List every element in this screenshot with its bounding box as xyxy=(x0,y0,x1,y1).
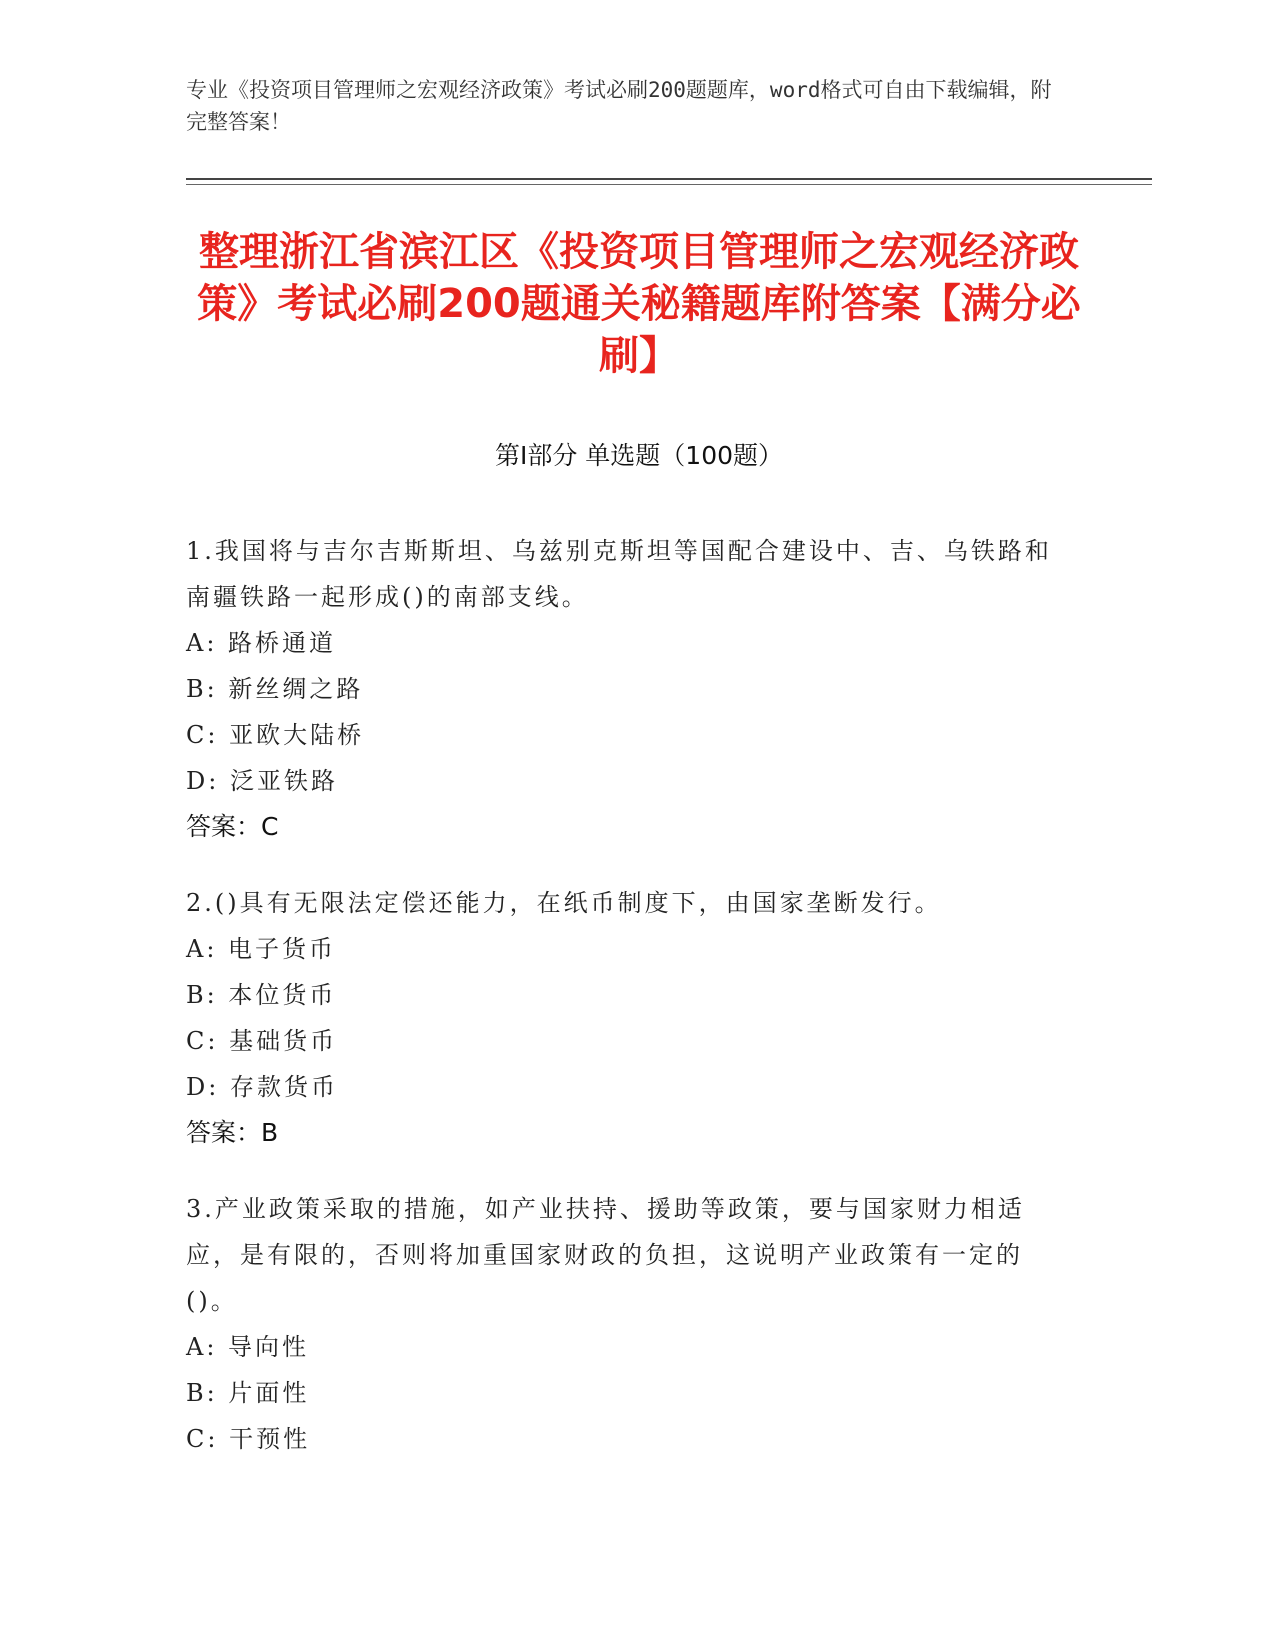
option-c: C: 干预性 xyxy=(186,1425,311,1453)
option-b: B: 新丝绸之路 xyxy=(186,675,364,703)
option-b: B: 片面性 xyxy=(186,1379,310,1407)
question-3 xyxy=(186,1186,1066,1462)
option-a: A: 路桥通道 xyxy=(186,629,337,657)
question-1 xyxy=(186,528,1066,850)
question-stem: 1.我国将与吉尔吉斯斯坦、乌兹别克斯坦等国配合建设中、吉、乌铁路和南疆铁路一起形成()的南部支线。 xyxy=(186,537,1052,611)
answer: 答案：B xyxy=(186,1118,279,1147)
answer: 答案：C xyxy=(186,812,279,841)
option-a: A: 电子货币 xyxy=(186,935,337,963)
question-stem: 3.产业政策采取的措施，如产业扶持、援助等政策，要与国家财力相适应，是有限的，否则将加重国家财政的负担，这说明产业政策有一定的()。 xyxy=(186,1195,1025,1315)
option-c: C: 基础货币 xyxy=(186,1027,338,1055)
option-d: D: 泛亚铁路 xyxy=(186,767,338,795)
header-divider-thick xyxy=(186,178,1152,180)
document-title: 整理浙江省滨江区《投资项目管理师之宏观经济政策》考试必刷200题通关秘籍题库附答案【满分必刷】 xyxy=(197,229,1081,379)
question-2 xyxy=(186,880,1066,1156)
header-divider-thin xyxy=(186,184,1152,185)
question-stem: 2.()具有无限法定偿还能力，在纸币制度下，由国家垄断发行。 xyxy=(186,889,942,917)
option-a: A: 导向性 xyxy=(186,1333,310,1361)
section-heading: 第Ⅰ部分 单选题（100题） xyxy=(494,441,784,470)
question-list xyxy=(186,528,1066,1492)
option-b: B: 本位货币 xyxy=(186,981,337,1009)
option-c: C: 亚欧大陆桥 xyxy=(186,721,365,749)
option-d: D: 存款货币 xyxy=(186,1073,338,1101)
header-note: 专业《投资项目管理师之宏观经济政策》考试必刷200题题库，word格式可自由下载编辑，附完整答案！ xyxy=(186,78,1052,134)
